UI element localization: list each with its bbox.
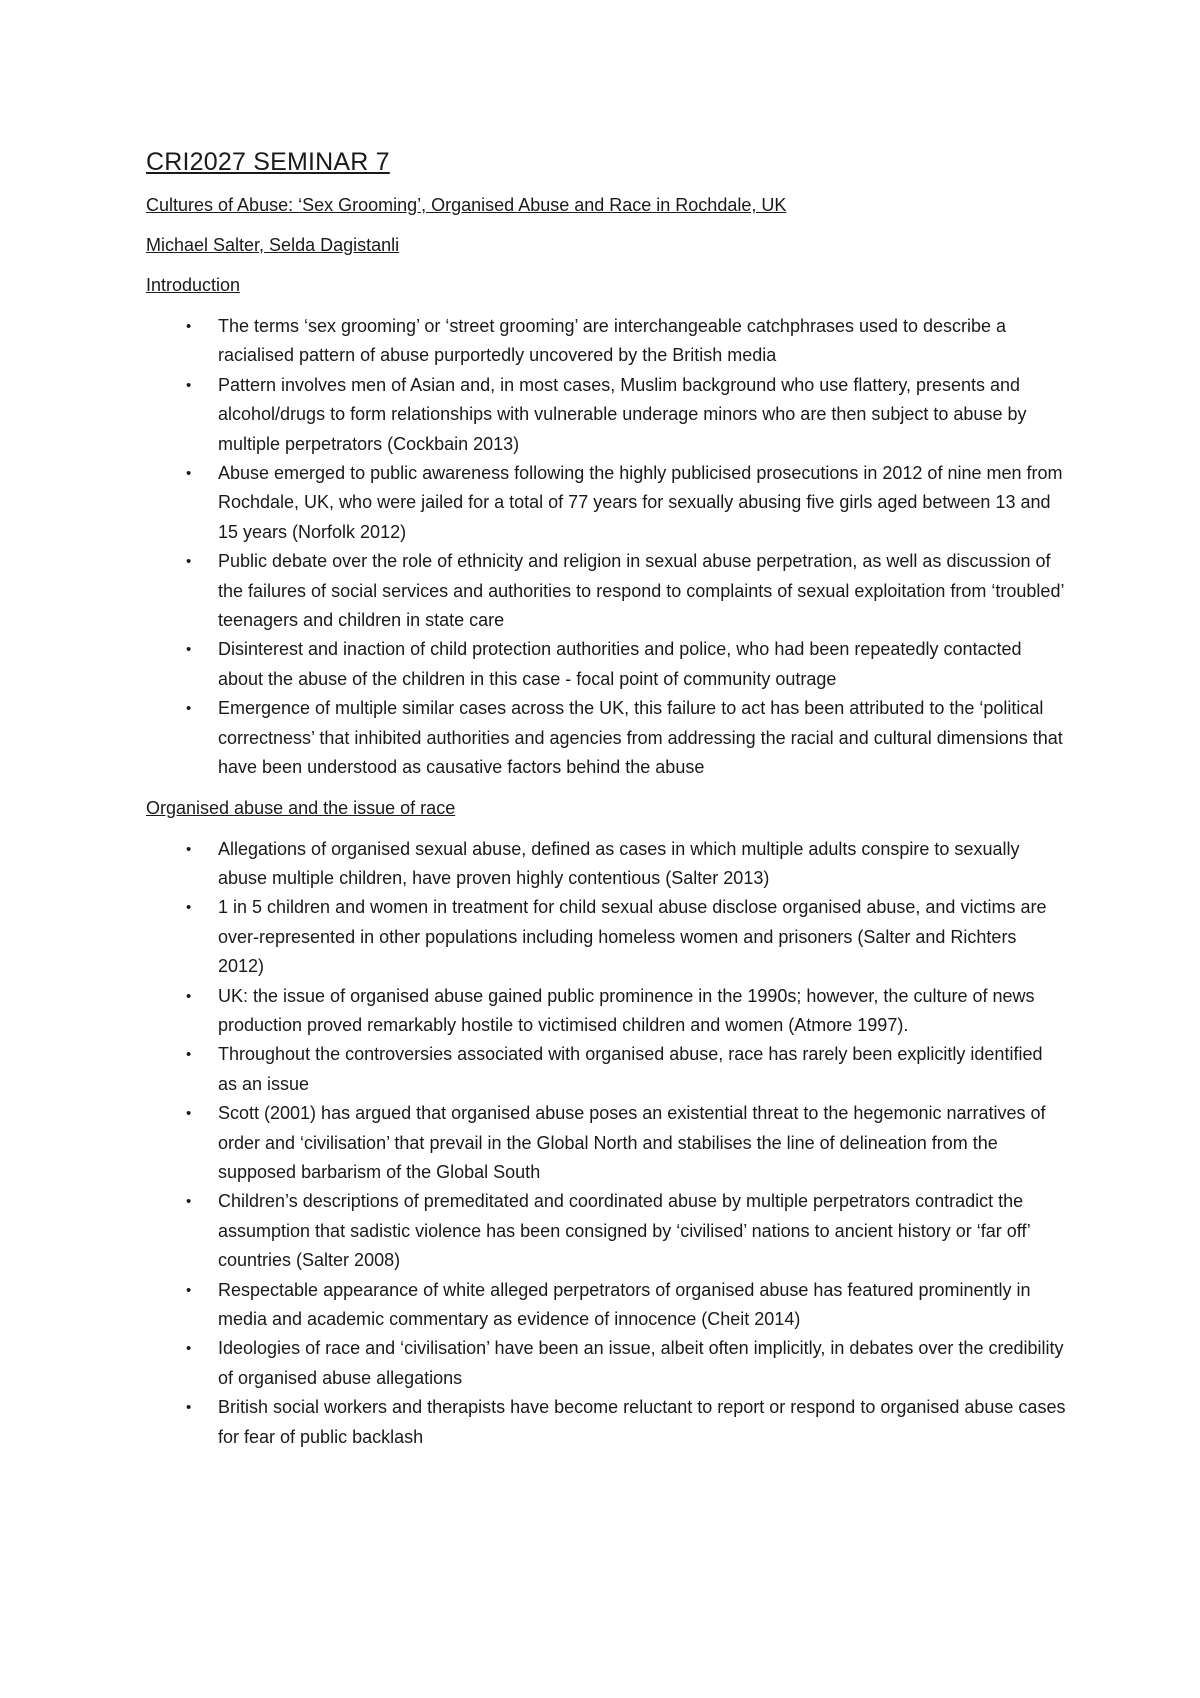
list-item-text: Abuse emerged to public awareness following the highly publicised prosecutions in 2012 of nine men from Rochdale, UK, who were jailed for a total of 77 years for sexually abusing five girls aged between 13 and 15 years (Norfolk 2012): [218, 463, 1063, 542]
list-item-text: Respectable appearance of white alleged perpetrators of organised abuse has featured prominently in media and academic commentary as evidence of innocence (Cheit 2014): [218, 1279, 1031, 1329]
list-item: [146, 635, 1066, 694]
list-item-text: Pattern involves men of Asian and, in most cases, Muslim background who use flattery, presents and alcohol/drugs to form relationships with vulnerable underage minors who are then subject to abuse by multiple perpetrators (Cockbain 2013): [218, 374, 1027, 454]
bullet-icon: •: [186, 1193, 192, 1211]
document-authors: Michael Salter, Selda Dagistanli: [146, 235, 400, 255]
list-item: [146, 982, 1066, 1041]
list-item: [146, 1276, 1066, 1335]
document-body: [146, 146, 1066, 1464]
bullet-icon: •: [186, 318, 192, 335]
bullet-icon: •: [186, 1399, 192, 1417]
bullet-icon: •: [186, 1281, 192, 1299]
list-item-text: Scott (2001) has argued that organised abuse poses an existential threat to the hegemonic narratives of order and ‘civilisation’ that prevail in the Global North and stabilises the line of delineation from the supposed barbarism of the Global South: [218, 1103, 1046, 1182]
bullet-icon: •: [186, 899, 192, 917]
list-item-text: Children’s descriptions of premeditated and coordinated abuse by multiple perpetrators contradict the assumption that sadistic violence has been consigned by ‘civilised’ nations to ancient history or ‘far off’ countries (Salter 2008): [218, 1191, 1031, 1271]
bullet-icon: •: [186, 700, 192, 718]
list-item: [146, 1040, 1066, 1099]
list-item: [146, 893, 1066, 981]
introduction-bullet-list: [146, 312, 1066, 783]
list-item-text: 1 in 5 children and women in treatment for child sexual abuse disclose organised abuse, and victims are over-represented in other populations including homeless women and prisoners (Salter and Richters 2012): [218, 897, 1047, 977]
section-heading-introduction: Introduction: [146, 275, 241, 295]
document-title: CRI2027 SEMINAR 7: [146, 148, 390, 176]
bullet-icon: •: [186, 641, 192, 659]
list-item: [146, 1334, 1066, 1393]
list-item: [146, 1099, 1066, 1187]
bullet-icon: •: [186, 1046, 192, 1064]
document-subtitle: Cultures of Abuse: ‘Sex Grooming’, Organised Abuse and Race in Rochdale, UK: [146, 195, 787, 215]
list-item-text: Public debate over the role of ethnicity and religion in sexual abuse perpetration, as well as discussion of the failures of social services and authorities to respond to complaints of sexual exploitation from ‘troubled’ teenagers and children in state care: [218, 551, 1064, 631]
list-item-text: British social workers and therapists have become reluctant to report or respond to organised abuse cases for fear of public backlash: [218, 1397, 1066, 1447]
list-item: [146, 371, 1066, 459]
bullet-icon: •: [186, 465, 192, 483]
organised-abuse-bullet-list: [146, 835, 1066, 1453]
list-item-text: Emergence of multiple similar cases across the UK, this failure to act has been attributed to the ‘political correctness’ that inhibited authorities and agencies from addressing the racial and cultural dimensions that have been understood as causative factors behind the abuse: [218, 698, 1063, 778]
list-item: [146, 835, 1066, 894]
bullet-icon: •: [186, 840, 192, 858]
list-item-text: Throughout the controversies associated with organised abuse, race has rarely been explicitly identified as an issue: [218, 1044, 1043, 1094]
list-item: [146, 694, 1066, 782]
list-item: [146, 1187, 1066, 1275]
bullet-icon: •: [186, 553, 192, 571]
bullet-icon: •: [186, 376, 192, 394]
bullet-icon: •: [186, 987, 192, 1005]
list-item-text: Ideologies of race and ‘civilisation’ have been an issue, albeit often implicitly, in debates over the credibility of organised abuse allegations: [218, 1338, 1064, 1388]
list-item-text: The terms ‘sex grooming’ or ‘street grooming’ are interchangeable catchphrases used to describe a racialised pattern of abuse purportedly uncovered by the British media: [218, 316, 1007, 366]
list-item-text: UK: the issue of organised abuse gained public prominence in the 1990s; however, the culture of news production proved remarkably hostile to victimised children and women (Atmore 1997).: [218, 985, 1035, 1035]
list-item: [146, 1393, 1066, 1452]
bullet-icon: •: [186, 1105, 192, 1123]
list-item: [146, 312, 1066, 371]
bullet-icon: •: [186, 1340, 192, 1358]
list-item: [146, 547, 1066, 635]
list-item-text: Allegations of organised sexual abuse, defined as cases in which multiple adults conspire to sexually abuse multiple children, have proven highly contentious (Salter 2013): [218, 838, 1020, 888]
section-heading-organised-abuse: Organised abuse and the issue of race: [146, 797, 456, 818]
list-item-text: Disinterest and inaction of child protection authorities and police, who had been repeatedly contacted about the abuse of the children in this case - focal point of community outrage: [218, 639, 1022, 689]
list-item: [146, 459, 1066, 547]
